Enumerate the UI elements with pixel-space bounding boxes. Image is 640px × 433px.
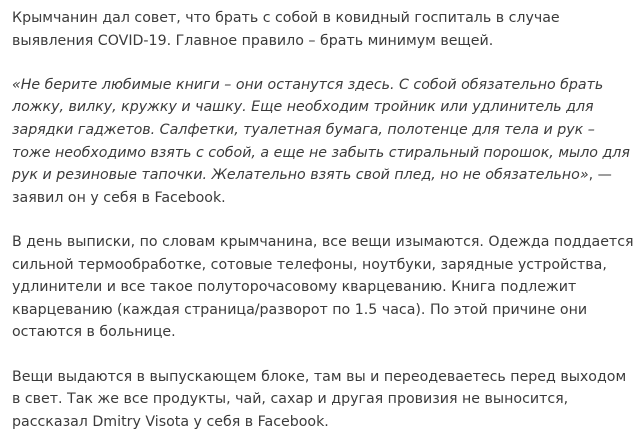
article-paragraph-quote [12, 74, 634, 210]
article-paragraph-intro: Крымчанин дал совет, что брать с собой в ковидный госпиталь в случае выявления COVID-19. Главное правило – брать минимум вещей. [12, 7, 634, 52]
quote-text: «Не берите любимые книги – они останутся здесь. С собой обязательно брать ложку, вилку, кружку и чашку. Еще необходим тройник или удлинитель для зарядки гаджетов. Салфетки, туалетная бумага, полотенце для тела и рук – тоже необходимо взять с собой, а еще не забыть стиральный порошок, мыло для рук и резиновые тапочки. Желательно взять свой плед, но не обязательно» [12, 77, 630, 183]
quote-attribution: , — заявил он у себя в Facebook. [12, 167, 612, 206]
article-paragraph-discharge: В день выписки, по словам крымчанина, все вещи изымаются. Одежда поддается сильной термообработке, сотовые телефоны, ноутбуки, зарядные устройства, удлинители и все такое полуторочасовому кварцеванию. Книга подлежит кварцеванию (каждая страница/разворот по 1.5 часа). По этой причине они остаются в больнице. [12, 231, 634, 344]
article-body [12, 7, 634, 433]
article-paragraph-release: Вещи выдаются в выпускающем блоке, там вы и переодеваетесь перед выходом в свет. Так же все продукты, чай, сахар и другая провизия не выносится, рассказал Dmitry Visota у себя в Facebook. [12, 366, 634, 433]
